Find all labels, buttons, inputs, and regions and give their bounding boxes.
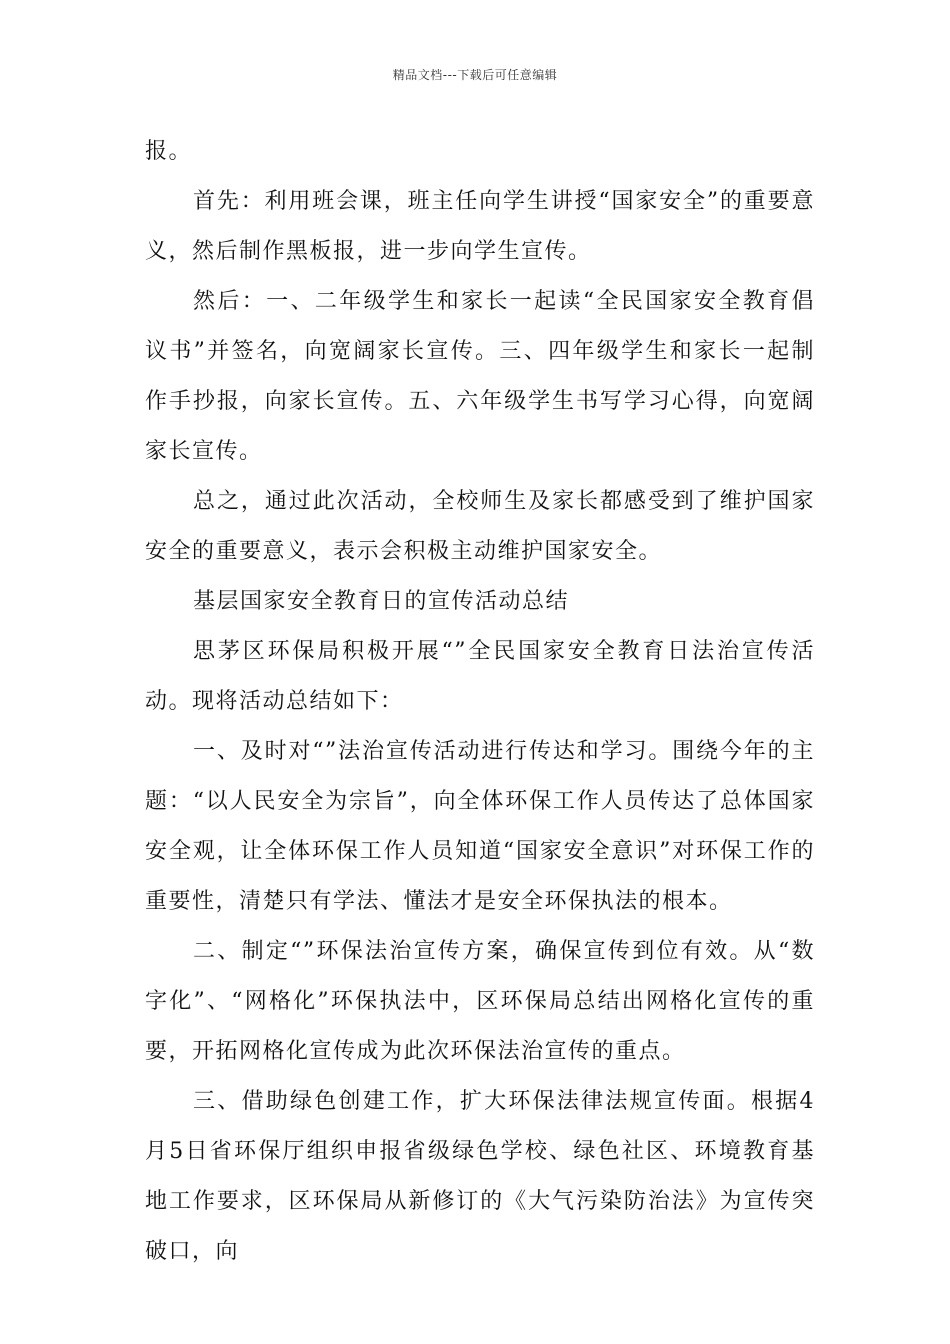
paragraph-continuation: 报。 xyxy=(145,139,193,164)
paragraph-intro: 思茅区环保局积极开展“”全民国家安全教育日法治宣传活动。现将活动总结如下： xyxy=(145,639,815,714)
paragraph-then: 然后：一、二年级学生和家长一起读“全民国家安全教育倡议书”并签名，向宽阔家长宣传。三、四年级学生和家长一起制作手抄报，向家长宣传。五、六年级学生书写学习心得，向宽阔家长宣传。 xyxy=(145,289,815,464)
paragraph-item-one: 一、及时对“”法治宣传活动进行传达和学习。围绕今年的主题：“以人民安全为宗旨”，向全体环保工作人员传达了总体国家安全观，让全体环保工作人员知道“国家安全意识”对环保工作的重要性，清楚只有学法、懂法才是安全环保执法的根本。 xyxy=(145,739,815,914)
paragraph-item-three: 三、借助绿色创建工作，扩大环保法律法规宣传面。根据4月5日省环保厅组织申报省级绿色学校、绿色社区、环境教育基地工作要求，区环保局从新修订的《大气污染防治法》为宣传突破口，向 xyxy=(145,1089,815,1264)
paragraph-item-two: 二、制定“”环保法治宣传方案，确保宣传到位有效。从“数字化”、“网格化”环保执法中，区环保局总结出网格化宣传的重要，开拓网格化宣传成为此次环保法治宣传的重点。 xyxy=(145,939,815,1064)
paragraph-summary: 总之，通过此次活动，全校师生及家长都感受到了维护国家安全的重要意义，表示会积极主动维护国家安全。 xyxy=(145,489,815,564)
page-header: 精品文档---下载后可任意编辑 xyxy=(392,68,558,82)
document-body xyxy=(145,127,815,1277)
section-heading: 基层国家安全教育日的宣传活动总结 xyxy=(193,589,570,614)
paragraph-first: 首先：利用班会课，班主任向学生讲授“国家安全”的重要意义，然后制作黑板报，进一步向学生宣传。 xyxy=(145,189,815,264)
